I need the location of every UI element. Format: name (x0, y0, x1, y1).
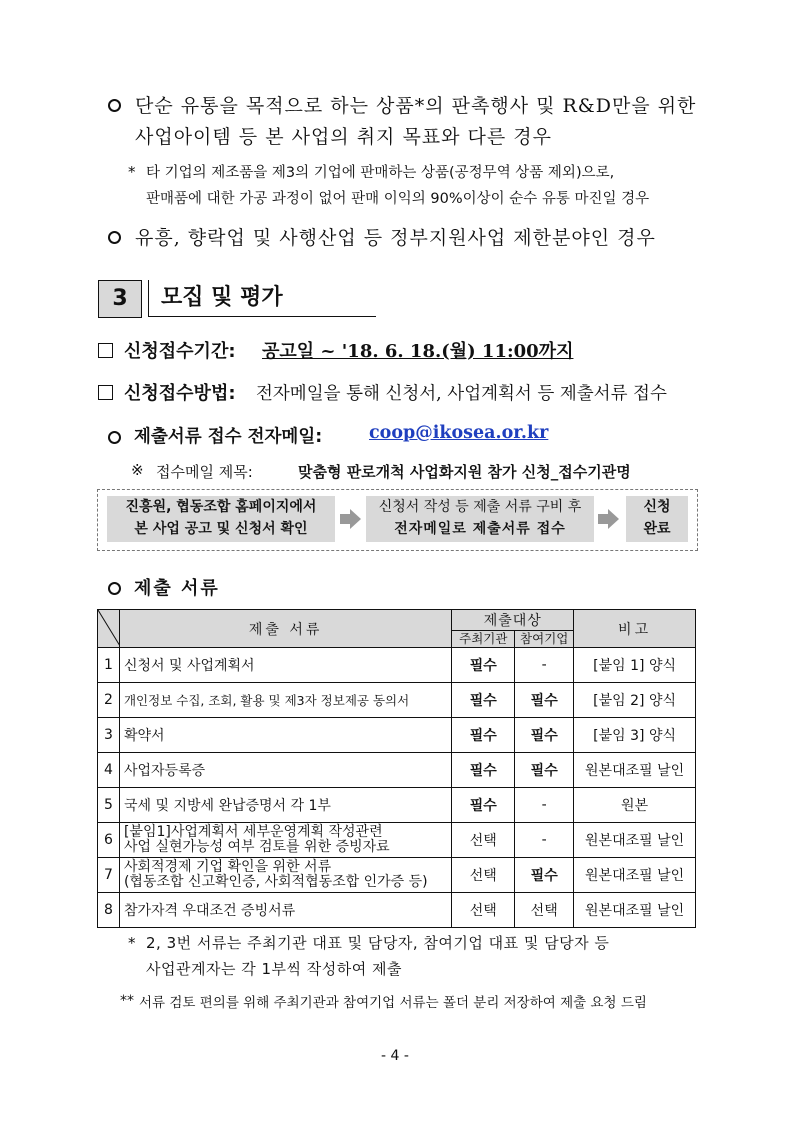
flow-step-1-line2: 본 사업 공고 및 신청서 확인 (134, 521, 308, 537)
cell-host: 선택 (452, 823, 515, 858)
table-row (98, 823, 696, 858)
header-target: 제출대상 (452, 610, 574, 631)
cell-name (119, 683, 451, 718)
table-row (98, 718, 696, 753)
cell-note: 원본대조필 날인 (574, 823, 696, 858)
application-flow (97, 489, 698, 551)
cell-no: 5 (98, 788, 120, 823)
cell-note: 원본대조필 날인 (574, 893, 696, 928)
cell-host: 필수 (452, 788, 515, 823)
docs-heading: 제출 서류 (134, 578, 220, 599)
header-host: 주최기관 (452, 631, 515, 648)
email-subject-value: 맞춤형 판로개척 사업화지원 참가 신청_접수기관명 (298, 463, 631, 481)
cell-participant: 필수 (515, 683, 574, 718)
cell-note: [붙임 2] 양식 (574, 683, 696, 718)
cell-note: 원본대조필 날인 (574, 858, 696, 893)
table-row (98, 648, 696, 683)
section-number: 3 (98, 280, 142, 318)
doc-name: 사업자등록증 (123, 763, 206, 779)
method-value: 전자메일을 통해 신청서, 사업계획서 등 제출서류 접수 (256, 384, 667, 404)
circle-bullet-icon (108, 231, 121, 244)
note-a-mark: * (128, 934, 136, 952)
doc-name: 참가자격 우대조건 증빙서류 (123, 903, 296, 919)
cell-participant: 필수 (515, 753, 574, 788)
doc-name-line2: 사업 실현가능성 여부 검토를 위한 증빙자료 (123, 839, 390, 855)
cell-host: 필수 (452, 718, 515, 753)
cell-no: 2 (98, 683, 120, 718)
note-b-text: 서류 검토 편의를 위해 주최기관과 참여기업 서류는 폴더 분리 저장하여 제출 요청 드림 (139, 995, 647, 1011)
doc-name-line2: (협동조합 신고확인증, 사회적협동조합 인가증 등) (123, 874, 428, 890)
cell-no: 3 (98, 718, 120, 753)
circle-bullet-icon (108, 431, 121, 444)
flow-step-3-line2: 완료 (643, 521, 671, 537)
flow-step-1 (107, 496, 335, 542)
note-a-line2: 사업관계자는 각 1부씩 작성하여 제출 (146, 960, 402, 978)
table-row (98, 858, 696, 893)
submission-documents-table (97, 609, 696, 928)
note-b-mark: ** (120, 993, 134, 1009)
note-a-line1: 2, 3번 서류는 주최기관 대표 및 담당자, 참여기업 대표 및 담당자 등 (146, 934, 610, 952)
cell-host: 필수 (452, 683, 515, 718)
checkbox-icon (98, 343, 113, 358)
page-number: - 4 - (381, 1048, 409, 1064)
note-mark: ※ (131, 461, 144, 479)
cell-participant: - (515, 823, 574, 858)
cell-note: 원본 (574, 788, 696, 823)
cell-no: 6 (98, 823, 120, 858)
cell-participant: 필수 (515, 858, 574, 893)
header-docs: 제출 서류 (119, 610, 451, 648)
diagonal-header-cell (98, 610, 120, 648)
cell-name (119, 788, 451, 823)
cell-note: [붙임 1] 양식 (574, 648, 696, 683)
cell-no: 1 (98, 648, 120, 683)
period-value: 공고일 ~ '18. 6. 18.(월) 11:00까지 (262, 341, 574, 362)
table-row (98, 753, 696, 788)
cell-note: 원본대조필 날인 (574, 753, 696, 788)
doc-name: 개인정보 수집, 조회, 활용 및 제3자 정보제공 동의서 (123, 693, 410, 708)
cell-name (119, 718, 451, 753)
cell-host: 선택 (452, 893, 515, 928)
cell-name (119, 858, 451, 893)
method-label: 신청접수방법: (124, 383, 236, 404)
flow-step-2 (366, 496, 594, 542)
circle-bullet-icon (108, 582, 121, 595)
exclusion-item-1-line1: 단순 유통을 목적으로 하는 상품*의 판촉행사 및 R&D만을 위한 (135, 95, 697, 117)
footnote-line1: 타 기업의 제조품을 제3의 기업에 판매하는 상품(공정무역 상품 제외)으로, (146, 165, 615, 181)
cell-participant: - (515, 788, 574, 823)
checkbox-icon (98, 385, 113, 400)
section-underline (148, 316, 376, 317)
footnote-line2: 판매품에 대한 가공 과정이 없어 판매 이익의 90%이상이 순수 유통 마진일 경우 (146, 191, 650, 207)
doc-name: 국세 및 지방세 완납증명서 각 1부 (123, 798, 331, 814)
header-note: 비고 (574, 610, 696, 648)
email-subject-label: 접수메일 제목: (156, 463, 253, 481)
table-row (98, 788, 696, 823)
diagonal-line-icon (98, 610, 120, 646)
cell-name (119, 753, 451, 788)
header-participant: 참여기업 (515, 631, 574, 648)
cell-host: 필수 (452, 648, 515, 683)
email-address[interactable]: coop@ikosea.or.kr (369, 423, 549, 443)
cell-name (119, 893, 451, 928)
cell-no: 7 (98, 858, 120, 893)
doc-name: 확약서 (123, 728, 165, 744)
exclusion-item-2: 유흥, 향락업 및 사행산업 등 정부지원사업 제한분야인 경우 (135, 227, 656, 249)
doc-name: 사회적경제 기업 확인을 위한 서류 (123, 859, 332, 875)
period-label: 신청접수기간: (124, 341, 236, 362)
section-title: 모집 및 평가 (148, 280, 283, 316)
flow-step-2-line1: 신청서 작성 등 제출 서류 구비 후 (378, 499, 582, 515)
cell-host: 필수 (452, 753, 515, 788)
flow-step-1-line1: 진흥원, 협동조합 홈페이지에서 (125, 499, 317, 515)
table-row (98, 893, 696, 928)
cell-name (119, 648, 451, 683)
cell-no: 4 (98, 753, 120, 788)
doc-name: [붙임1]사업계획서 세부운영계획 작성관련 (123, 824, 383, 840)
cell-participant: - (515, 648, 574, 683)
flow-step-3-line1: 신청 (643, 499, 671, 515)
cell-host: 선택 (452, 858, 515, 893)
table-row (98, 683, 696, 718)
cell-participant: 필수 (515, 718, 574, 753)
footnote-mark: * (128, 163, 136, 181)
cell-participant: 선택 (515, 893, 574, 928)
arrow-right-icon (598, 508, 620, 534)
flow-step-3 (626, 496, 688, 542)
circle-bullet-icon (108, 99, 121, 112)
email-label: 제출서류 접수 전자메일: (134, 427, 323, 447)
doc-name: 신청서 및 사업계획서 (123, 658, 255, 674)
cell-no: 8 (98, 893, 120, 928)
exclusion-item-1-line2: 사업아이템 등 본 사업의 취지 목표와 다른 경우 (135, 126, 553, 148)
cell-note: [붙임 3] 양식 (574, 718, 696, 753)
cell-name (119, 823, 451, 858)
arrow-right-icon (340, 508, 362, 534)
flow-step-2-line2: 전자메일로 제출서류 접수 (394, 521, 566, 537)
